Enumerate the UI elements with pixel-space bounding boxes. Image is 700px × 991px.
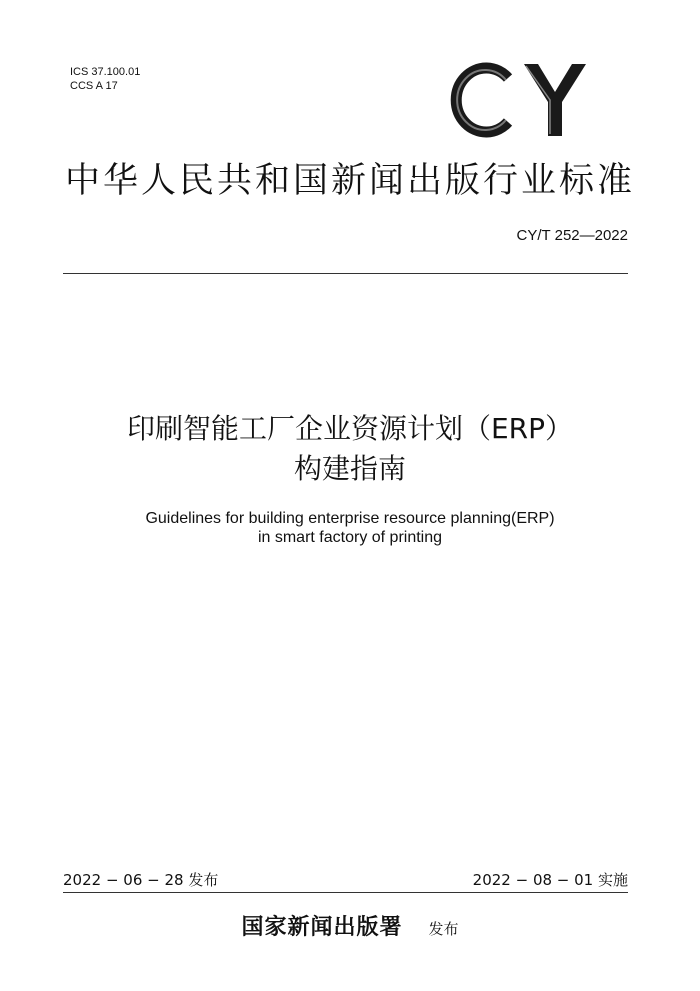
publisher-action: 发布: [428, 920, 459, 938]
ics-code: ICS 37.100.01: [70, 66, 141, 78]
publisher-name: 国家新闻出版署: [241, 914, 403, 940]
title-zh-line2: 构建指南: [293, 452, 406, 485]
publisher-line: [0, 910, 700, 941]
header-divider: [63, 273, 628, 274]
cy-logo-icon: [438, 56, 598, 142]
footer-divider: [63, 892, 628, 893]
title-en-line1: Guidelines for building enterprise resource planning(ERP): [145, 510, 555, 527]
title-en-line2: in smart factory of printing: [257, 529, 443, 546]
title-zh-line1: 印刷智能工厂企业资源计划（ERP）: [126, 412, 574, 445]
ccs-code: CCS A 17: [70, 80, 118, 92]
standard-code: CY/T 252—2022: [516, 227, 628, 244]
organization-title: 中华人民共和国新闻出版行业标准: [64, 161, 635, 201]
issue-date: 2022 − 06 − 28 发布: [63, 871, 219, 889]
implementation-date: 2022 − 08 − 01 实施: [472, 871, 628, 889]
